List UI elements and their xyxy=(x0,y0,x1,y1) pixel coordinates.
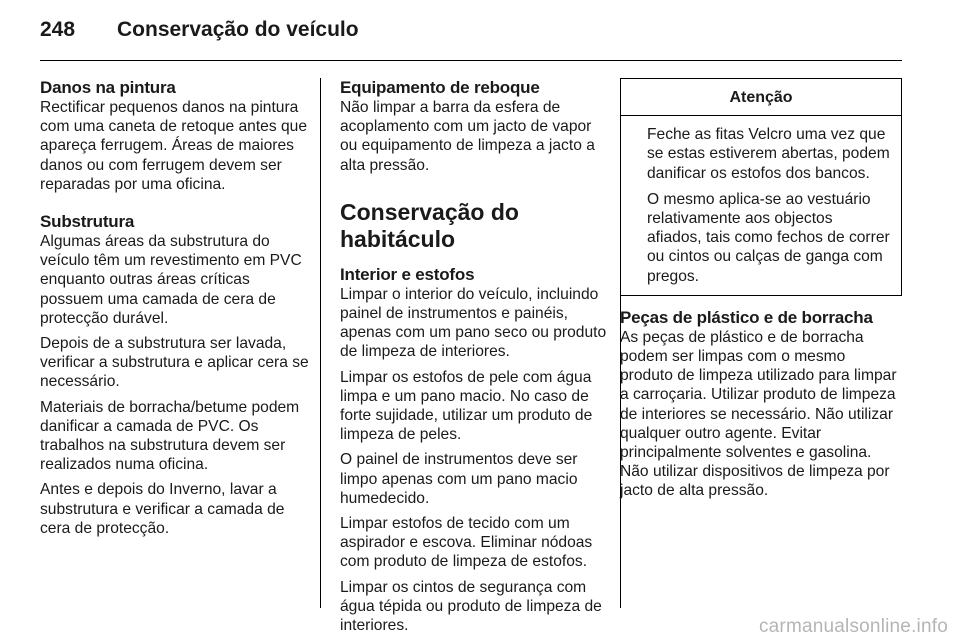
paragraph: Depois de a substrutura ser lavada, verificar a substrutura e aplicar cera se necessário. xyxy=(40,335,309,391)
page-header xyxy=(40,16,902,61)
column-2 xyxy=(340,78,610,641)
main-heading-interior-care xyxy=(340,199,610,253)
watermark: carmanualsonline.info xyxy=(758,616,948,637)
paragraph: Limpar estofos de tecido com um aspirador e escova. Eliminar nódoas com produto de limpeza de estofos. xyxy=(340,515,593,571)
paragraph: As peças de plástico e de borracha podem ser limpas com o mesmo produto de limpeza utilizado para limpar a carroçaria. Utilizar produto de limpeza de interiores se necessário. Não utilizar qualquer outro agente. Evitar principalmente solventes e gasolina. Não utilizar dispositivos de limpeza por jacto de alta pressão. xyxy=(620,328,897,500)
section-heading-underbody: Substrutura xyxy=(40,212,135,232)
paragraph: Limpar o interior do veículo, incluindo painel de instrumentos e painéis, apenas com um pano seco ou produto de limpeza de interiores. xyxy=(340,285,607,361)
warning-paragraph: O mesmo aplica-se ao vestuário relativamente aos objectos afiados, tais como fechos de correr ou cintos ou calças de ganga com pregos. xyxy=(647,190,890,285)
section-heading-interior-upholstery: Interior e estofos xyxy=(340,264,475,284)
warning-paragraph: Feche as fitas Velcro uma vez que se estas estiverem abertas, podem danificar os estofos dos bancos. xyxy=(647,126,890,182)
section-heading-paint-damage: Danos na pintura xyxy=(40,78,176,97)
section-heading-plastic-rubber-parts: Peças de plástico e de borracha xyxy=(620,307,873,327)
paragraph: Limpar os estofos de pele com água limpa e um pano macio. No caso de forte sujidade, utilizar um produto de limpeza de peles. xyxy=(340,368,593,444)
main-heading-line-2: habitáculo xyxy=(340,225,456,252)
page-title: Conservação do veículo xyxy=(117,18,359,41)
paragraph: Rectificar pequenos danos na pintura com uma caneta de retoque antes que apareça ferrugem. Áreas de maiores danos ou com ferrugem devem ser reparadas por uma oficina. xyxy=(40,99,308,193)
main-heading-line-1: Conservação do xyxy=(340,198,519,225)
column-1 xyxy=(40,78,310,544)
warning-title: Atenção xyxy=(621,79,901,116)
paragraph: Limpar os cintos de segurança com água tépida ou produto de limpeza de interiores. xyxy=(340,578,602,635)
column-3 xyxy=(620,78,902,507)
paragraph: Antes e depois do Inverno, lavar a substrutura e verificar a camada de cera de protecção. xyxy=(40,481,285,537)
warning-body xyxy=(621,116,901,295)
section-heading-towing-equipment: Equipamento de reboque xyxy=(340,78,540,97)
page-number: 248 xyxy=(40,18,76,41)
paragraph: Algumas áreas da substrutura do veículo têm um revestimento em PVC enquanto outras áreas críticas possuem uma camada de cera de protecção durável. xyxy=(40,233,302,327)
paragraph: Não limpar a barra da esfera de acoplamento com um jacto de vapor ou equipamento de limpeza a jacto a alta pressão. xyxy=(340,99,595,174)
column-divider-1 xyxy=(320,78,321,608)
warning-box xyxy=(620,78,902,296)
paragraph: Materiais de borracha/betume podem danificar a camada de PVC. Os trabalhos na substrutura devem ser realizados numa oficina. xyxy=(40,398,300,474)
paragraph: O painel de instrumentos deve ser limpo apenas com um pano macio humedecido. xyxy=(340,451,578,507)
